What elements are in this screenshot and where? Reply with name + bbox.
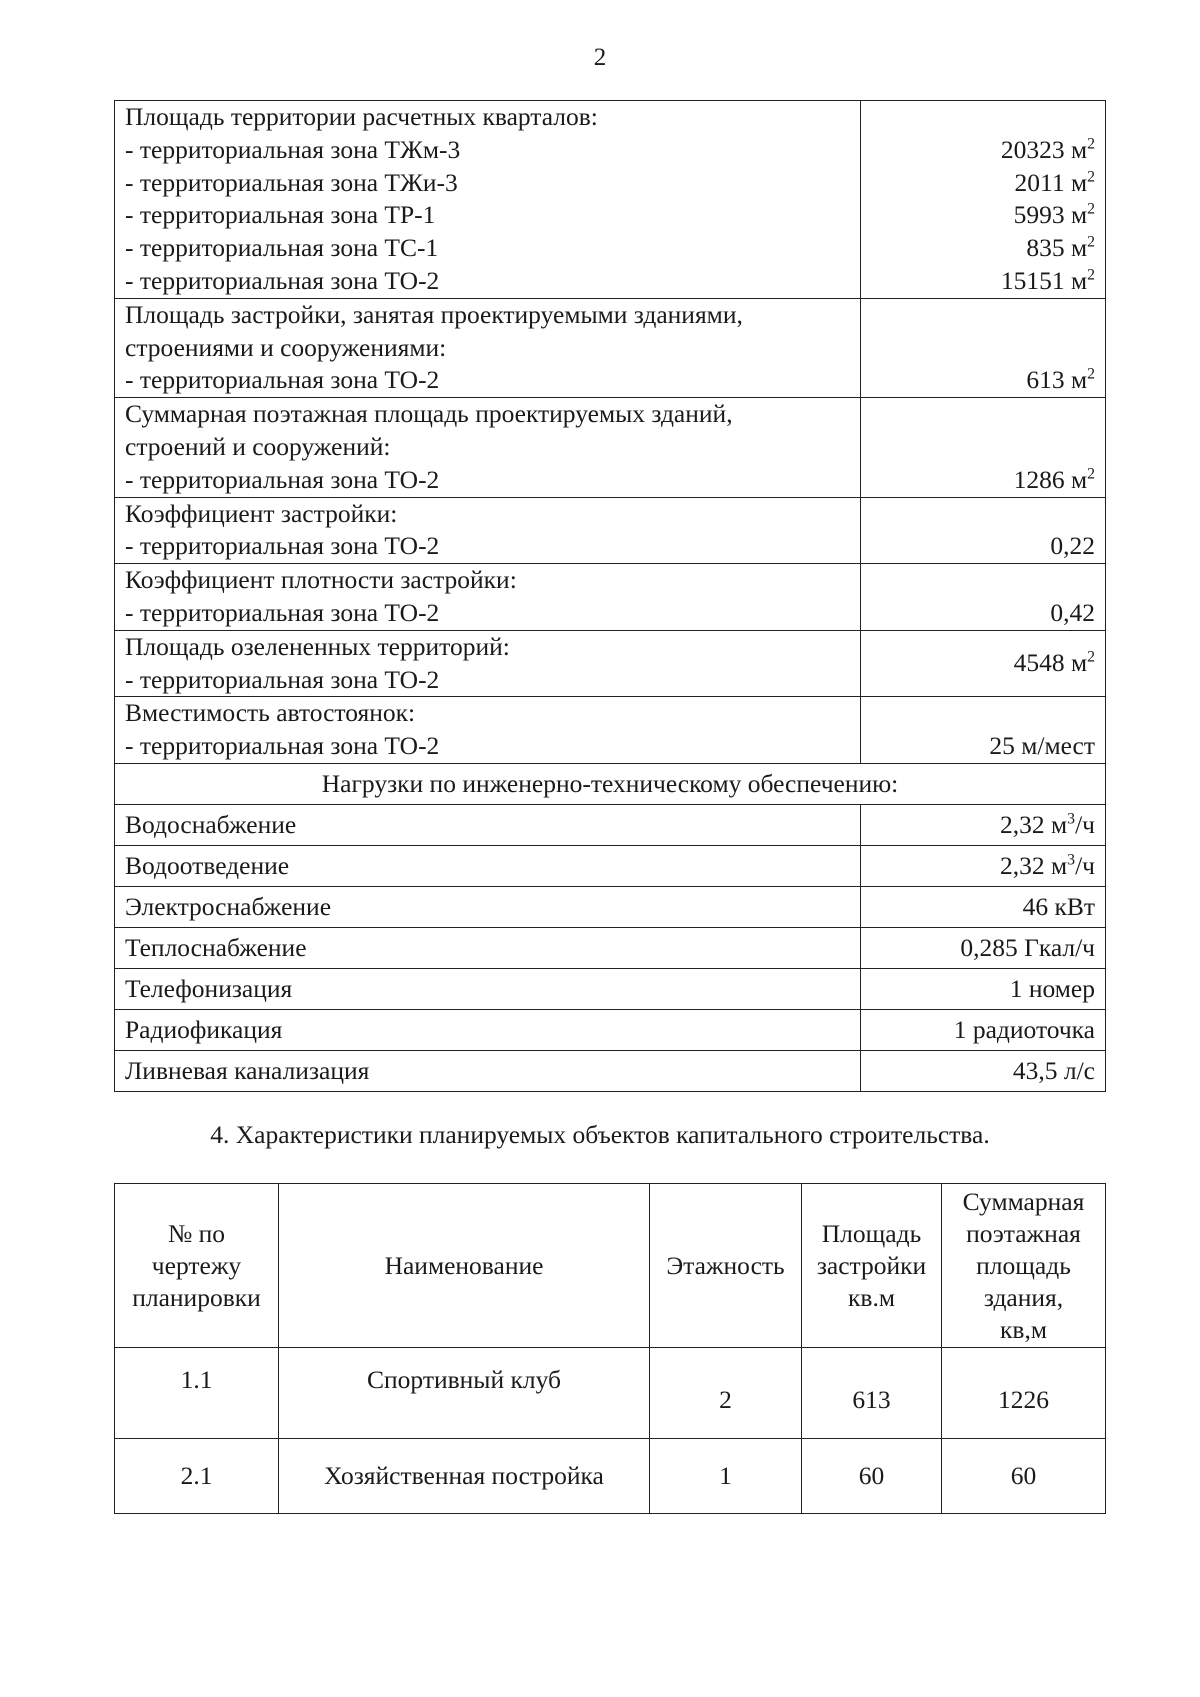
zone-value: 5993 $м^2$ [1013, 200, 1095, 230]
density-row [115, 564, 1106, 631]
zone-value: 835 $м^2$ [1026, 233, 1095, 263]
header-number [115, 1184, 279, 1348]
load-label: Ливневая канализация [115, 1050, 861, 1091]
page-number: 2 [593, 44, 607, 71]
zone-label: - территориальная зона ТЖм-3 [125, 134, 461, 164]
load-value: 2,32 $м^3/ч$ [861, 804, 1106, 845]
header-name: Наименование [279, 1184, 650, 1348]
load-row [115, 845, 1106, 886]
zone-label: - территориальная зона ТЖи-3 [125, 167, 458, 197]
zone-label: - территориальная зона ТО-2 [125, 531, 440, 561]
load-row [115, 804, 1106, 845]
cell-total: 1226 [942, 1348, 1106, 1439]
parameters-table [114, 100, 1106, 1092]
cell-number: 1.1 [115, 1348, 279, 1439]
header-line: планировки [132, 1282, 261, 1312]
load-label: Водоотведение [115, 845, 861, 886]
loads-heading: Нагрузки по инженерно-техническому обеспечению: [115, 763, 1106, 804]
row-title: Вместимость автостоянок: [125, 698, 416, 728]
objects-table [114, 1183, 1106, 1514]
header-line: № по [167, 1218, 226, 1248]
load-value: 1 номер [861, 968, 1106, 1009]
zone-label: - территориальная зона ТО-2 [125, 265, 440, 295]
header-line: чертежу [151, 1250, 242, 1280]
cell-name: Спортивный клуб [279, 1348, 650, 1439]
zone-label: - территориальная зона ТО-2 [125, 731, 440, 761]
green-area-row [115, 630, 1106, 697]
density-value: 0,42 [861, 564, 1106, 631]
load-value: 0,285 Гкал/ч [861, 927, 1106, 968]
load-label: Электроснабжение [115, 886, 861, 927]
zone-value: 15151 $м^2$ [1000, 265, 1095, 295]
building-area-row [115, 298, 1106, 397]
floor-area-label-cell [115, 398, 861, 497]
section-4-heading: 4. Характеристики планируемых объектов капитального строительства. [210, 1120, 990, 1149]
load-label: Теплоснабжение [115, 927, 861, 968]
header-floors: Этажность [650, 1184, 802, 1348]
cell-area: 60 [802, 1439, 942, 1514]
building-area-label-cell [115, 298, 861, 397]
header-line: Суммарная [962, 1186, 1085, 1216]
zone-value: 20323 $м^2$ [1000, 134, 1095, 164]
load-row [115, 1050, 1106, 1091]
green-area-label-cell [115, 630, 861, 697]
floor-area-row [115, 398, 1106, 497]
header-line: застройки [816, 1250, 927, 1280]
density-label-cell [115, 564, 861, 631]
green-area-value: 4548 $м^2$ [861, 630, 1106, 697]
load-row [115, 886, 1106, 927]
load-row [115, 927, 1106, 968]
load-label: Телефонизация [115, 968, 861, 1009]
row-title: Площадь застройки, занятая проектируемыми зданиями, [125, 299, 743, 329]
cell-name: Хозяйственная постройка [279, 1439, 650, 1514]
territory-values-cell [861, 101, 1106, 299]
load-value: 2,32 $м^3/ч$ [861, 845, 1106, 886]
header-line: поэтажная [966, 1218, 1081, 1248]
zone-label: - территориальная зона ТО-2 [125, 664, 440, 694]
territory-row [115, 101, 1106, 299]
row-title: строениями и сооружениями: [125, 332, 447, 362]
header-building-area [802, 1184, 942, 1348]
load-row [115, 968, 1106, 1009]
objects-header-row [115, 1184, 1106, 1348]
zone-label: - территориальная зона ТО-2 [125, 365, 440, 395]
zone-label: - территориальная зона ТР-1 [125, 200, 436, 230]
load-label: Водоснабжение [115, 804, 861, 845]
header-line: кв.м [848, 1282, 895, 1312]
load-value: 46 кВт [861, 886, 1106, 927]
cell-floors: 1 [650, 1439, 802, 1514]
parking-row [115, 697, 1106, 764]
territory-title: Площадь территории расчетных кварталов: [125, 102, 598, 131]
loads-heading-row [115, 763, 1106, 804]
table-row [115, 1439, 1106, 1514]
building-area-value: 613 $м^2$ [861, 298, 1106, 397]
zone-label: - территориальная зона ТО-2 [125, 464, 440, 494]
coverage-value: 0,22 [861, 497, 1106, 564]
territory-label-cell [115, 101, 861, 299]
load-value: 1 радиоточка [861, 1009, 1106, 1050]
table-row [115, 1348, 1106, 1439]
row-title: Площадь озелененных территорий: [125, 631, 510, 661]
zone-value: 2011 $м^2$ [1014, 167, 1095, 197]
parking-value: 25 м/мест [861, 697, 1106, 764]
coverage-label-cell [115, 497, 861, 564]
coverage-row [115, 497, 1106, 564]
floor-area-value: 1286 $м^2$ [861, 398, 1106, 497]
cell-number: 2.1 [115, 1439, 279, 1514]
zone-label: - территориальная зона ТО-2 [125, 597, 440, 627]
cell-floors: 2 [650, 1348, 802, 1439]
header-line: кв,м [1000, 1314, 1047, 1344]
cell-total: 60 [942, 1439, 1106, 1514]
header-line: Площадь [821, 1218, 922, 1248]
parking-label-cell [115, 697, 861, 764]
load-value: 43,5 л/с [861, 1050, 1106, 1091]
load-label: Радиофикация [115, 1009, 861, 1050]
row-title: строений и сооружений: [125, 431, 391, 461]
row-title: Коэффициент застройки: [125, 498, 398, 528]
zone-label: - территориальная зона ТС-1 [125, 233, 439, 263]
row-title: Суммарная поэтажная площадь проектируемых зданий, [125, 399, 733, 429]
row-title: Коэффициент плотности застройки: [125, 565, 517, 595]
header-total-floor-area [942, 1184, 1106, 1348]
header-line: здания, [983, 1282, 1064, 1312]
cell-area: 613 [802, 1348, 942, 1439]
load-row [115, 1009, 1106, 1050]
header-line: площадь [976, 1250, 1071, 1280]
